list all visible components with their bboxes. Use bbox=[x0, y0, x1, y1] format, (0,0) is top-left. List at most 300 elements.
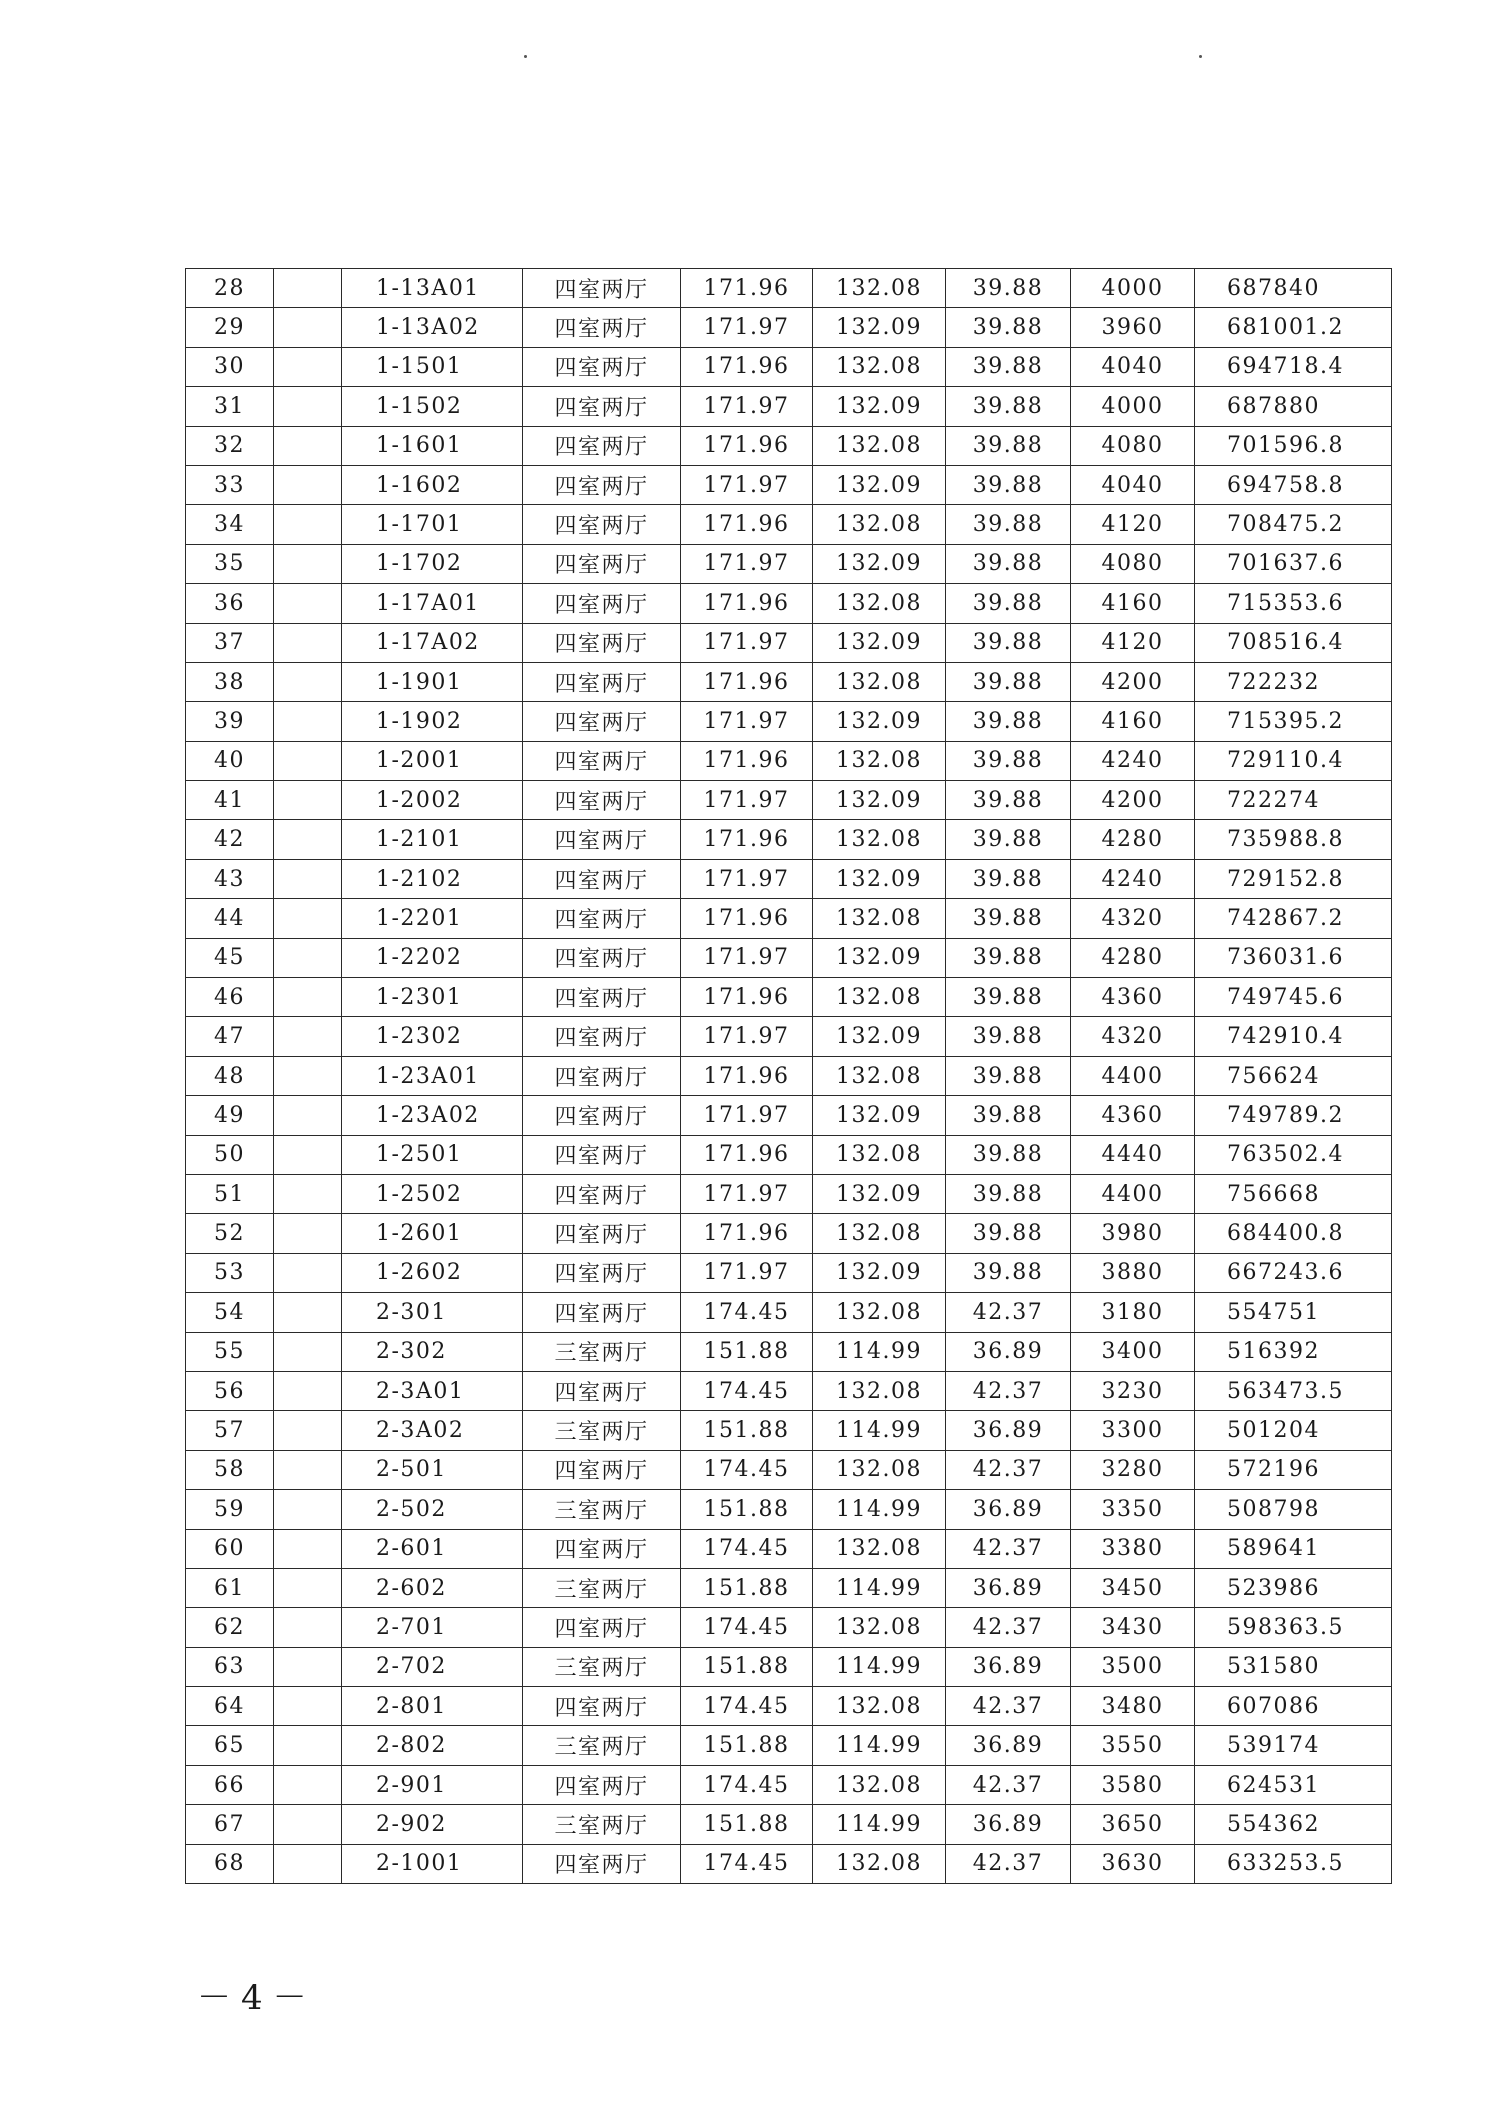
total-price-cell: 729110.4 bbox=[1195, 741, 1392, 780]
building-area-cell: 174.45 bbox=[681, 1371, 813, 1410]
layout-type-cell: 三室两厅 bbox=[523, 1568, 681, 1607]
blank-cell bbox=[274, 544, 342, 583]
usable-area-cell: 132.09 bbox=[813, 623, 946, 662]
unit-number-cell: 1-2102 bbox=[342, 859, 523, 898]
layout-type-cell: 四室两厅 bbox=[523, 781, 681, 820]
unit-number-cell: 2-802 bbox=[342, 1726, 523, 1765]
blank-cell bbox=[274, 899, 342, 938]
shared-area-cell: 42.37 bbox=[946, 1844, 1071, 1883]
usable-area-cell: 132.09 bbox=[813, 465, 946, 504]
layout-type-cell: 四室两厅 bbox=[523, 1096, 681, 1135]
unit-number-cell: 1-1602 bbox=[342, 465, 523, 504]
unit-price-cell: 4280 bbox=[1071, 938, 1195, 977]
building-area-cell: 174.45 bbox=[681, 1529, 813, 1568]
usable-area-cell: 132.08 bbox=[813, 1056, 946, 1095]
unit-price-cell: 4000 bbox=[1071, 269, 1195, 308]
unit-price-cell: 3280 bbox=[1071, 1450, 1195, 1489]
shared-area-cell: 39.88 bbox=[946, 1253, 1071, 1292]
table-row bbox=[186, 662, 1392, 701]
table-row bbox=[186, 623, 1392, 662]
unit-number-cell: 1-2302 bbox=[342, 1017, 523, 1056]
shared-area-cell: 42.37 bbox=[946, 1371, 1071, 1410]
unit-price-cell: 3580 bbox=[1071, 1765, 1195, 1804]
row-number-cell: 33 bbox=[186, 465, 274, 504]
building-area-cell: 171.96 bbox=[681, 1056, 813, 1095]
unit-number-cell: 2-301 bbox=[342, 1293, 523, 1332]
shared-area-cell: 36.89 bbox=[946, 1805, 1071, 1844]
usable-area-cell: 132.09 bbox=[813, 859, 946, 898]
layout-type-cell: 四室两厅 bbox=[523, 702, 681, 741]
total-price-cell: 508798 bbox=[1195, 1490, 1392, 1529]
total-price-cell: 563473.5 bbox=[1195, 1371, 1392, 1410]
unit-number-cell: 1-1902 bbox=[342, 702, 523, 741]
usable-area-cell: 132.08 bbox=[813, 347, 946, 386]
layout-type-cell: 四室两厅 bbox=[523, 505, 681, 544]
layout-type-cell: 四室两厅 bbox=[523, 1253, 681, 1292]
layout-type-cell: 四室两厅 bbox=[523, 978, 681, 1017]
table-row bbox=[186, 1332, 1392, 1371]
unit-number-cell: 1-2601 bbox=[342, 1214, 523, 1253]
unit-number-cell: 1-1501 bbox=[342, 347, 523, 386]
blank-cell bbox=[274, 308, 342, 347]
unit-number-cell: 1-1601 bbox=[342, 426, 523, 465]
building-area-cell: 171.97 bbox=[681, 938, 813, 977]
shared-area-cell: 42.37 bbox=[946, 1687, 1071, 1726]
row-number-cell: 62 bbox=[186, 1608, 274, 1647]
total-price-cell: 531580 bbox=[1195, 1647, 1392, 1686]
unit-number-cell: 1-13A02 bbox=[342, 308, 523, 347]
unit-price-cell: 4240 bbox=[1071, 859, 1195, 898]
usable-area-cell: 132.08 bbox=[813, 1371, 946, 1410]
table-row bbox=[186, 387, 1392, 426]
usable-area-cell: 132.08 bbox=[813, 1608, 946, 1647]
total-price-cell: 624531 bbox=[1195, 1765, 1392, 1804]
unit-price-cell: 4040 bbox=[1071, 347, 1195, 386]
blank-cell bbox=[274, 938, 342, 977]
blank-cell bbox=[274, 426, 342, 465]
shared-area-cell: 36.89 bbox=[946, 1568, 1071, 1607]
table-row bbox=[186, 1017, 1392, 1056]
building-area-cell: 174.45 bbox=[681, 1293, 813, 1332]
unit-price-cell: 4320 bbox=[1071, 1017, 1195, 1056]
table-body bbox=[186, 269, 1392, 1884]
unit-price-cell: 4200 bbox=[1071, 662, 1195, 701]
layout-type-cell: 三室两厅 bbox=[523, 1805, 681, 1844]
blank-cell bbox=[274, 1529, 342, 1568]
blank-cell bbox=[274, 465, 342, 504]
table-row bbox=[186, 978, 1392, 1017]
building-area-cell: 174.45 bbox=[681, 1844, 813, 1883]
building-area-cell: 174.45 bbox=[681, 1608, 813, 1647]
table-row bbox=[186, 1293, 1392, 1332]
blank-cell bbox=[274, 1293, 342, 1332]
table-row bbox=[186, 859, 1392, 898]
building-area-cell: 171.96 bbox=[681, 269, 813, 308]
table-row bbox=[186, 702, 1392, 741]
shared-area-cell: 39.88 bbox=[946, 1135, 1071, 1174]
layout-type-cell: 三室两厅 bbox=[523, 1726, 681, 1765]
usable-area-cell: 114.99 bbox=[813, 1332, 946, 1371]
unit-number-cell: 2-801 bbox=[342, 1687, 523, 1726]
unit-number-cell: 1-2101 bbox=[342, 820, 523, 859]
total-price-cell: 554362 bbox=[1195, 1805, 1392, 1844]
building-area-cell: 171.97 bbox=[681, 623, 813, 662]
total-price-cell: 501204 bbox=[1195, 1411, 1392, 1450]
row-number-cell: 49 bbox=[186, 1096, 274, 1135]
unit-price-cell: 4240 bbox=[1071, 741, 1195, 780]
blank-cell bbox=[274, 1096, 342, 1135]
blank-cell bbox=[274, 623, 342, 662]
shared-area-cell: 39.88 bbox=[946, 387, 1071, 426]
table-row bbox=[186, 1450, 1392, 1489]
table-row bbox=[186, 1726, 1392, 1765]
unit-number-cell: 2-601 bbox=[342, 1529, 523, 1568]
usable-area-cell: 132.09 bbox=[813, 308, 946, 347]
unit-price-cell: 4120 bbox=[1071, 623, 1195, 662]
building-area-cell: 151.88 bbox=[681, 1490, 813, 1529]
row-number-cell: 64 bbox=[186, 1687, 274, 1726]
shared-area-cell: 36.89 bbox=[946, 1647, 1071, 1686]
shared-area-cell: 39.88 bbox=[946, 1017, 1071, 1056]
row-number-cell: 42 bbox=[186, 820, 274, 859]
unit-number-cell: 1-2201 bbox=[342, 899, 523, 938]
table-row bbox=[186, 1253, 1392, 1292]
layout-type-cell: 四室两厅 bbox=[523, 387, 681, 426]
usable-area-cell: 132.09 bbox=[813, 781, 946, 820]
unit-price-cell: 4160 bbox=[1071, 702, 1195, 741]
usable-area-cell: 132.09 bbox=[813, 702, 946, 741]
layout-type-cell: 四室两厅 bbox=[523, 1371, 681, 1410]
layout-type-cell: 四室两厅 bbox=[523, 426, 681, 465]
total-price-cell: 687880 bbox=[1195, 387, 1392, 426]
shared-area-cell: 39.88 bbox=[946, 820, 1071, 859]
building-area-cell: 171.97 bbox=[681, 702, 813, 741]
unit-number-cell: 1-2501 bbox=[342, 1135, 523, 1174]
blank-cell bbox=[274, 781, 342, 820]
blank-cell bbox=[274, 662, 342, 701]
unit-price-cell: 4320 bbox=[1071, 899, 1195, 938]
shared-area-cell: 36.89 bbox=[946, 1411, 1071, 1450]
unit-price-cell: 4160 bbox=[1071, 584, 1195, 623]
layout-type-cell: 三室两厅 bbox=[523, 1647, 681, 1686]
unit-price-cell: 4400 bbox=[1071, 1174, 1195, 1213]
building-area-cell: 151.88 bbox=[681, 1332, 813, 1371]
unit-number-cell: 2-3A02 bbox=[342, 1411, 523, 1450]
usable-area-cell: 132.09 bbox=[813, 387, 946, 426]
usable-area-cell: 132.08 bbox=[813, 1765, 946, 1804]
layout-type-cell: 四室两厅 bbox=[523, 584, 681, 623]
total-price-cell: 736031.6 bbox=[1195, 938, 1392, 977]
table-row bbox=[186, 1568, 1392, 1607]
usable-area-cell: 132.08 bbox=[813, 1135, 946, 1174]
unit-number-cell: 1-1901 bbox=[342, 662, 523, 701]
shared-area-cell: 42.37 bbox=[946, 1608, 1071, 1647]
shared-area-cell: 39.88 bbox=[946, 702, 1071, 741]
total-price-cell: 633253.5 bbox=[1195, 1844, 1392, 1883]
total-price-cell: 554751 bbox=[1195, 1293, 1392, 1332]
blank-cell bbox=[274, 1214, 342, 1253]
shared-area-cell: 39.88 bbox=[946, 741, 1071, 780]
building-area-cell: 171.97 bbox=[681, 1096, 813, 1135]
blank-cell bbox=[274, 1608, 342, 1647]
shared-area-cell: 39.88 bbox=[946, 347, 1071, 386]
row-number-cell: 59 bbox=[186, 1490, 274, 1529]
unit-number-cell: 2-602 bbox=[342, 1568, 523, 1607]
unit-price-cell: 4440 bbox=[1071, 1135, 1195, 1174]
blank-cell bbox=[274, 1450, 342, 1489]
row-number-cell: 56 bbox=[186, 1371, 274, 1410]
building-area-cell: 171.97 bbox=[681, 781, 813, 820]
usable-area-cell: 132.09 bbox=[813, 938, 946, 977]
total-price-cell: 749789.2 bbox=[1195, 1096, 1392, 1135]
total-price-cell: 687840 bbox=[1195, 269, 1392, 308]
total-price-cell: 729152.8 bbox=[1195, 859, 1392, 898]
blank-cell bbox=[274, 1135, 342, 1174]
shared-area-cell: 39.88 bbox=[946, 308, 1071, 347]
blank-cell bbox=[274, 387, 342, 426]
usable-area-cell: 132.08 bbox=[813, 426, 946, 465]
unit-number-cell: 1-2001 bbox=[342, 741, 523, 780]
total-price-cell: 722274 bbox=[1195, 781, 1392, 820]
row-number-cell: 63 bbox=[186, 1647, 274, 1686]
table-row bbox=[186, 1411, 1392, 1450]
unit-number-cell: 1-2602 bbox=[342, 1253, 523, 1292]
blank-cell bbox=[274, 1647, 342, 1686]
shared-area-cell: 39.88 bbox=[946, 1174, 1071, 1213]
building-area-cell: 171.97 bbox=[681, 1253, 813, 1292]
usable-area-cell: 132.08 bbox=[813, 1844, 946, 1883]
unit-price-cell: 3400 bbox=[1071, 1332, 1195, 1371]
total-price-cell: 742867.2 bbox=[1195, 899, 1392, 938]
usable-area-cell: 132.09 bbox=[813, 1017, 946, 1056]
building-area-cell: 171.96 bbox=[681, 505, 813, 544]
row-number-cell: 44 bbox=[186, 899, 274, 938]
layout-type-cell: 四室两厅 bbox=[523, 899, 681, 938]
layout-type-cell: 四室两厅 bbox=[523, 1844, 681, 1883]
shared-area-cell: 39.88 bbox=[946, 938, 1071, 977]
table-row bbox=[186, 1529, 1392, 1568]
total-price-cell: 708516.4 bbox=[1195, 623, 1392, 662]
unit-price-cell: 3960 bbox=[1071, 308, 1195, 347]
row-number-cell: 34 bbox=[186, 505, 274, 544]
row-number-cell: 46 bbox=[186, 978, 274, 1017]
layout-type-cell: 四室两厅 bbox=[523, 347, 681, 386]
row-number-cell: 35 bbox=[186, 544, 274, 583]
unit-price-cell: 4360 bbox=[1071, 978, 1195, 1017]
layout-type-cell: 四室两厅 bbox=[523, 1056, 681, 1095]
total-price-cell: 722232 bbox=[1195, 662, 1392, 701]
row-number-cell: 52 bbox=[186, 1214, 274, 1253]
layout-type-cell: 四室两厅 bbox=[523, 741, 681, 780]
building-area-cell: 171.97 bbox=[681, 465, 813, 504]
scan-speck bbox=[1199, 55, 1202, 58]
layout-type-cell: 四室两厅 bbox=[523, 544, 681, 583]
total-price-cell: 708475.2 bbox=[1195, 505, 1392, 544]
unit-price-cell: 3980 bbox=[1071, 1214, 1195, 1253]
total-price-cell: 749745.6 bbox=[1195, 978, 1392, 1017]
total-price-cell: 735988.8 bbox=[1195, 820, 1392, 859]
table-row bbox=[186, 426, 1392, 465]
usable-area-cell: 132.09 bbox=[813, 544, 946, 583]
building-area-cell: 151.88 bbox=[681, 1411, 813, 1450]
usable-area-cell: 132.08 bbox=[813, 820, 946, 859]
usable-area-cell: 114.99 bbox=[813, 1647, 946, 1686]
shared-area-cell: 42.37 bbox=[946, 1450, 1071, 1489]
table-row bbox=[186, 1765, 1392, 1804]
layout-type-cell: 四室两厅 bbox=[523, 1529, 681, 1568]
unit-price-cell: 3230 bbox=[1071, 1371, 1195, 1410]
shared-area-cell: 39.88 bbox=[946, 505, 1071, 544]
table-row bbox=[186, 781, 1392, 820]
building-area-cell: 171.97 bbox=[681, 308, 813, 347]
unit-price-cell: 4080 bbox=[1071, 426, 1195, 465]
table-row bbox=[186, 1135, 1392, 1174]
layout-type-cell: 四室两厅 bbox=[523, 859, 681, 898]
row-number-cell: 48 bbox=[186, 1056, 274, 1095]
table-row bbox=[186, 938, 1392, 977]
unit-price-cell: 3350 bbox=[1071, 1490, 1195, 1529]
unit-number-cell: 2-702 bbox=[342, 1647, 523, 1686]
unit-price-cell: 3880 bbox=[1071, 1253, 1195, 1292]
table-row bbox=[186, 820, 1392, 859]
shared-area-cell: 39.88 bbox=[946, 859, 1071, 898]
blank-cell bbox=[274, 269, 342, 308]
usable-area-cell: 114.99 bbox=[813, 1411, 946, 1450]
blank-cell bbox=[274, 702, 342, 741]
unit-price-cell: 4080 bbox=[1071, 544, 1195, 583]
layout-type-cell: 四室两厅 bbox=[523, 465, 681, 504]
total-price-cell: 516392 bbox=[1195, 1332, 1392, 1371]
unit-number-cell: 1-1702 bbox=[342, 544, 523, 583]
row-number-cell: 36 bbox=[186, 584, 274, 623]
blank-cell bbox=[274, 978, 342, 1017]
unit-price-cell: 4400 bbox=[1071, 1056, 1195, 1095]
total-price-cell: 694718.4 bbox=[1195, 347, 1392, 386]
row-number-cell: 28 bbox=[186, 269, 274, 308]
row-number-cell: 60 bbox=[186, 1529, 274, 1568]
building-area-cell: 151.88 bbox=[681, 1647, 813, 1686]
shared-area-cell: 42.37 bbox=[946, 1765, 1071, 1804]
building-area-cell: 171.96 bbox=[681, 741, 813, 780]
table-row bbox=[186, 1096, 1392, 1135]
table-row bbox=[186, 1608, 1392, 1647]
unit-price-cell: 3450 bbox=[1071, 1568, 1195, 1607]
usable-area-cell: 132.08 bbox=[813, 584, 946, 623]
total-price-cell: 756624 bbox=[1195, 1056, 1392, 1095]
table-row bbox=[186, 1490, 1392, 1529]
total-price-cell: 667243.6 bbox=[1195, 1253, 1392, 1292]
shared-area-cell: 39.88 bbox=[946, 1056, 1071, 1095]
unit-number-cell: 2-902 bbox=[342, 1805, 523, 1844]
unit-number-cell: 2-3A01 bbox=[342, 1371, 523, 1410]
usable-area-cell: 132.09 bbox=[813, 1096, 946, 1135]
row-number-cell: 45 bbox=[186, 938, 274, 977]
blank-cell bbox=[274, 1253, 342, 1292]
total-price-cell: 763502.4 bbox=[1195, 1135, 1392, 1174]
scan-speck bbox=[524, 55, 527, 58]
table-row bbox=[186, 347, 1392, 386]
page-number: －4－ bbox=[197, 1978, 317, 2018]
row-number-cell: 53 bbox=[186, 1253, 274, 1292]
table-row bbox=[186, 741, 1392, 780]
usable-area-cell: 132.08 bbox=[813, 269, 946, 308]
shared-area-cell: 42.37 bbox=[946, 1293, 1071, 1332]
shared-area-cell: 39.88 bbox=[946, 1096, 1071, 1135]
blank-cell bbox=[274, 1726, 342, 1765]
row-number-cell: 30 bbox=[186, 347, 274, 386]
table-row bbox=[186, 1056, 1392, 1095]
shared-area-cell: 42.37 bbox=[946, 1529, 1071, 1568]
table-row bbox=[186, 1647, 1392, 1686]
usable-area-cell: 132.08 bbox=[813, 505, 946, 544]
total-price-cell: 539174 bbox=[1195, 1726, 1392, 1765]
building-area-cell: 171.97 bbox=[681, 859, 813, 898]
building-area-cell: 171.96 bbox=[681, 347, 813, 386]
table-row bbox=[186, 1174, 1392, 1213]
shared-area-cell: 39.88 bbox=[946, 781, 1071, 820]
unit-price-cell: 4120 bbox=[1071, 505, 1195, 544]
usable-area-cell: 114.99 bbox=[813, 1805, 946, 1844]
row-number-cell: 43 bbox=[186, 859, 274, 898]
unit-number-cell: 1-1502 bbox=[342, 387, 523, 426]
building-area-cell: 171.96 bbox=[681, 899, 813, 938]
unit-number-cell: 1-2002 bbox=[342, 781, 523, 820]
table-row bbox=[186, 269, 1392, 308]
total-price-cell: 572196 bbox=[1195, 1450, 1392, 1489]
layout-type-cell: 四室两厅 bbox=[523, 1450, 681, 1489]
usable-area-cell: 132.08 bbox=[813, 978, 946, 1017]
layout-type-cell: 四室两厅 bbox=[523, 1687, 681, 1726]
blank-cell bbox=[274, 1332, 342, 1371]
table-row bbox=[186, 308, 1392, 347]
total-price-cell: 756668 bbox=[1195, 1174, 1392, 1213]
blank-cell bbox=[274, 505, 342, 544]
shared-area-cell: 36.89 bbox=[946, 1490, 1071, 1529]
table-row bbox=[186, 465, 1392, 504]
building-area-cell: 171.97 bbox=[681, 1174, 813, 1213]
unit-price-cell: 4360 bbox=[1071, 1096, 1195, 1135]
row-number-cell: 58 bbox=[186, 1450, 274, 1489]
table-row bbox=[186, 584, 1392, 623]
row-number-cell: 57 bbox=[186, 1411, 274, 1450]
layout-type-cell: 四室两厅 bbox=[523, 1765, 681, 1804]
usable-area-cell: 132.08 bbox=[813, 1687, 946, 1726]
building-area-cell: 174.45 bbox=[681, 1450, 813, 1489]
shared-area-cell: 39.88 bbox=[946, 662, 1071, 701]
unit-price-cell: 3380 bbox=[1071, 1529, 1195, 1568]
unit-number-cell: 2-1001 bbox=[342, 1844, 523, 1883]
shared-area-cell: 39.88 bbox=[946, 426, 1071, 465]
shared-area-cell: 39.88 bbox=[946, 978, 1071, 1017]
building-area-cell: 171.96 bbox=[681, 426, 813, 465]
table-row bbox=[186, 1844, 1392, 1883]
total-price-cell: 589641 bbox=[1195, 1529, 1392, 1568]
total-price-cell: 681001.2 bbox=[1195, 308, 1392, 347]
table-row bbox=[186, 1687, 1392, 1726]
blank-cell bbox=[274, 347, 342, 386]
usable-area-cell: 132.08 bbox=[813, 662, 946, 701]
unit-price-cell: 3180 bbox=[1071, 1293, 1195, 1332]
unit-number-cell: 2-502 bbox=[342, 1490, 523, 1529]
row-number-cell: 31 bbox=[186, 387, 274, 426]
unit-price-cell: 4280 bbox=[1071, 820, 1195, 859]
layout-type-cell: 三室两厅 bbox=[523, 1490, 681, 1529]
unit-price-cell: 3550 bbox=[1071, 1726, 1195, 1765]
row-number-cell: 55 bbox=[186, 1332, 274, 1371]
total-price-cell: 684400.8 bbox=[1195, 1214, 1392, 1253]
blank-cell bbox=[274, 859, 342, 898]
row-number-cell: 50 bbox=[186, 1135, 274, 1174]
